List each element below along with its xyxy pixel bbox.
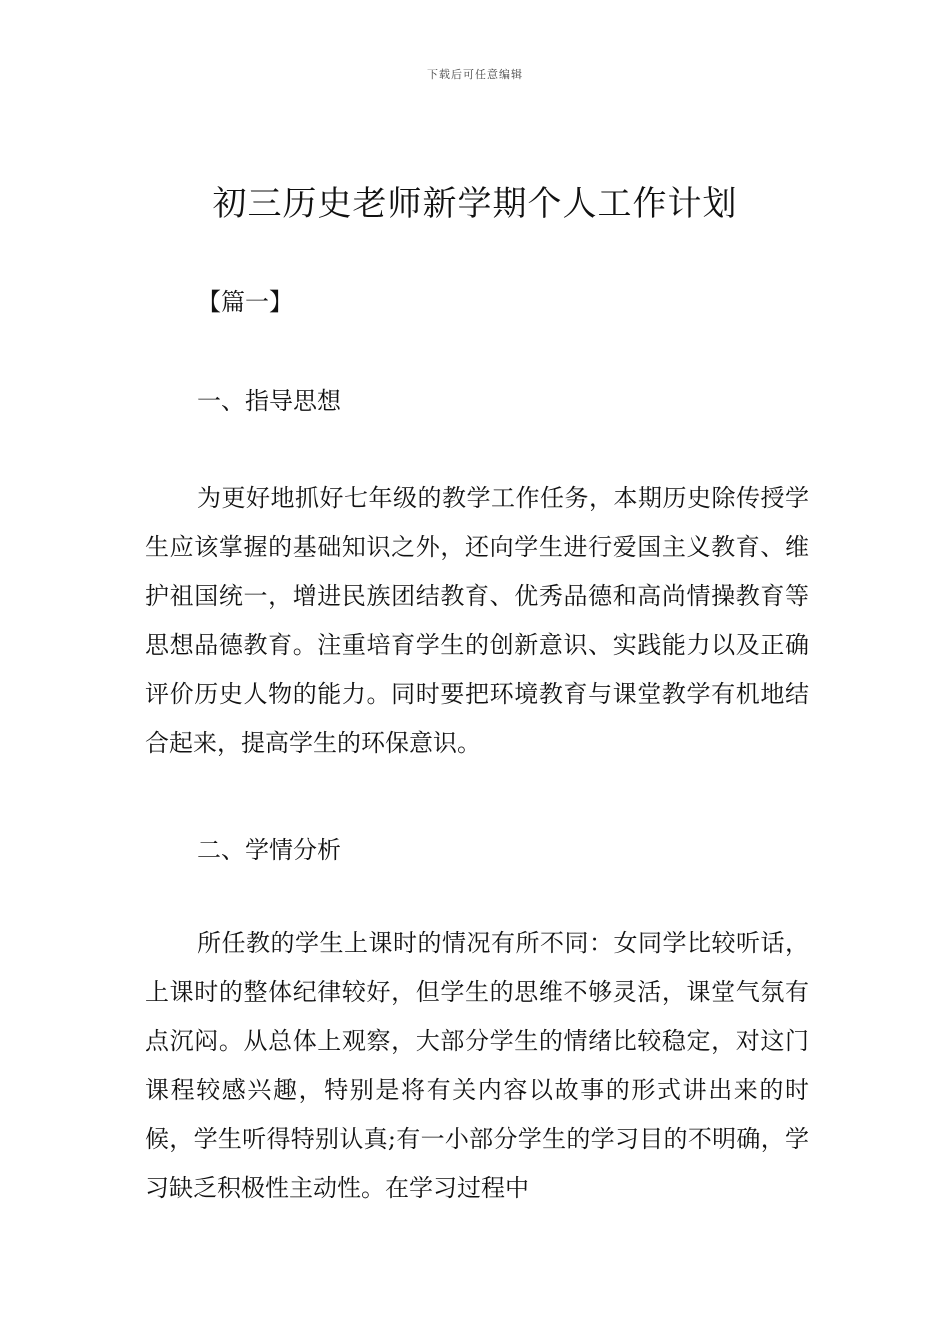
- document-title: 初三历史老师新学期个人工作计划: [212, 184, 738, 224]
- section-paragraph-student-analysis: 所任教的学生上课时的情况有所不同：女同学比较听话，上课时的整体纪律较好，但学生的思维不够灵活，课堂气氛有点沉闷。从总体上观察，大部分学生的情绪比较稳定，对这门课程较感兴趣，特别是将有关内容以故事的形式讲出来的时候，学生听得特别认真;有一小部分学生的学习目的不明确，学习缺乏积极性主动性。在学习过程中: [145, 929, 809, 1202]
- header-note: 下载后可任意编辑: [427, 68, 523, 81]
- section-heading-guiding-thought: 一、指导思想: [197, 387, 341, 415]
- section-tag: 【篇一】: [197, 288, 293, 316]
- section-heading-student-analysis: 二、学情分析: [197, 836, 341, 864]
- section-paragraph-guiding-thought: 为更好地抓好七年级的教学工作任务，本期历史除传授学生应该掌握的基础知识之外，还向学生进行爱国主义教育、维护祖国统一，增进民族团结教育、优秀品德和高尚情操教育等思想品德教育。注重培育学生的创新意识、实践能力以及正确评价历史人物的能力。同时要把环境教育与课堂教学有机地结合起来，提高学生的环保意识。: [145, 484, 809, 757]
